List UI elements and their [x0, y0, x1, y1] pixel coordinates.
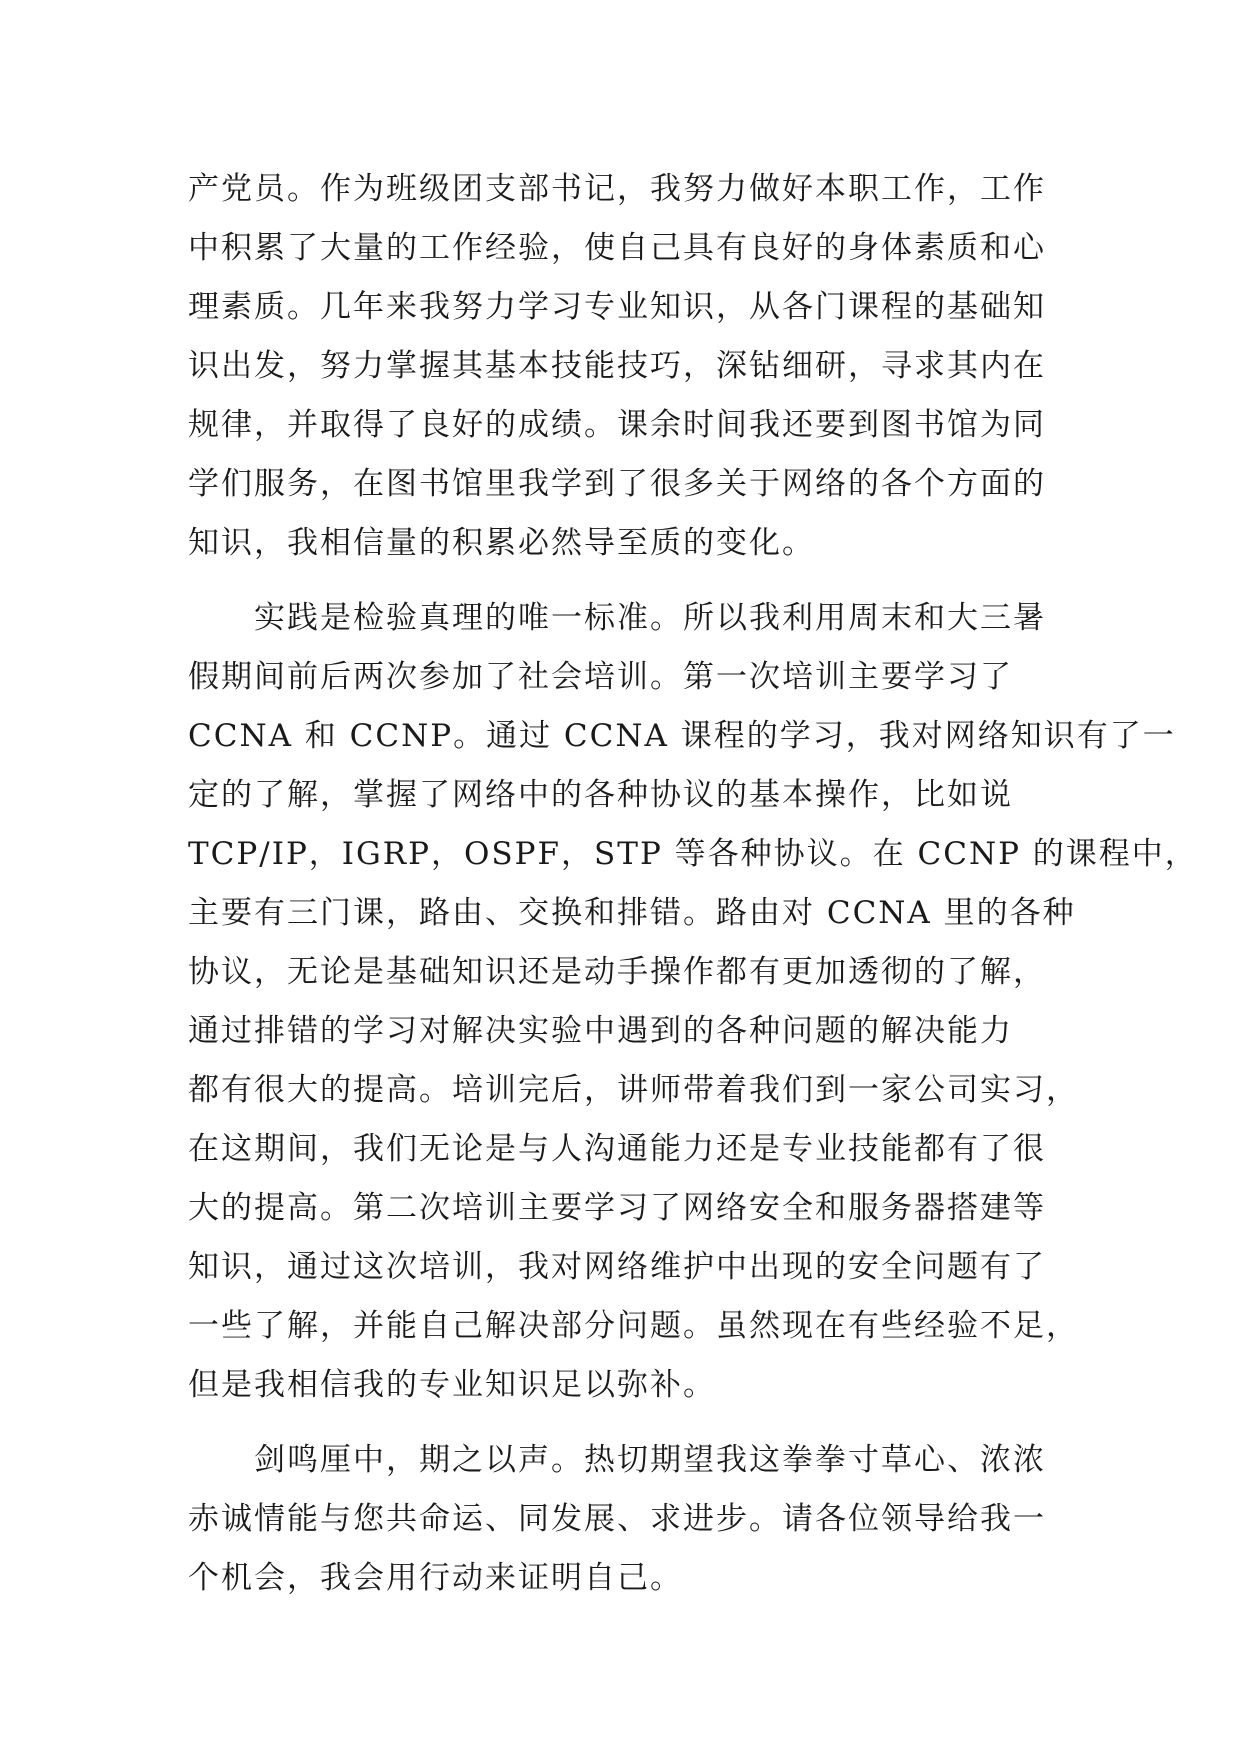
text-line: 假期间前后两次参加了社会培训。第一次培训主要学习了 — [188, 659, 1013, 695]
text-line: 产党员。作为班级团支部书记，我努力做好本职工作，工作 — [188, 171, 1046, 207]
text-line: 主要有三门课，路由、交换和排错。路由对 CCNA 里的各种 — [188, 895, 1076, 931]
text-line: 协议，无论是基础知识还是动手操作都有更加透彻的了解， — [188, 954, 1046, 990]
text-line: 赤诚情能与您共命运、同发展、求进步。请各位领导给我一 — [188, 1501, 1046, 1537]
text-line: 通过排错的学习对解决实验中遇到的各种问题的解决能力 — [188, 1013, 1013, 1049]
paragraph — [188, 589, 1198, 1415]
text-line: TCP/IP，IGRP，OSPF，STP 等各种协议。在 CCNP 的课程中， — [188, 836, 1198, 872]
text-line: CCNA 和 CCNP。通过 CCNA 课程的学习，我对网络知识有了一 — [188, 718, 1176, 754]
text-line: 剑鸣厘中，期之以声。热切期望我这拳拳寸草心、浓浓 — [254, 1442, 1046, 1478]
text-line: 在这期间，我们无论是与人沟通能力还是专业技能都有了很 — [188, 1131, 1046, 1167]
text-line: 学们服务，在图书馆里我学到了很多关于网络的各个方面的 — [188, 466, 1046, 502]
paragraph — [188, 1431, 1068, 1608]
paragraph — [188, 160, 1068, 573]
text-line: 定的了解，掌握了网络中的各种协议的基本操作，比如说 — [188, 777, 1013, 813]
text-line: 知识，通过这次培训，我对网络维护中出现的安全问题有了 — [188, 1249, 1046, 1285]
text-line: 理素质。几年来我努力学习专业知识，从各门课程的基础知 — [188, 289, 1046, 325]
text-line: 中积累了大量的工作经验，使自己具有良好的身体素质和心 — [188, 230, 1046, 266]
text-line: 都有很大的提高。培训完后，讲师带着我们到一家公司实习， — [188, 1072, 1079, 1108]
paragraph-gap — [188, 573, 1068, 589]
text-line: 实践是检验真理的唯一标准。所以我利用周末和大三暑 — [254, 600, 1046, 636]
text-line: 一些了解，并能自己解决部分问题。虽然现在有些经验不足， — [188, 1308, 1079, 1344]
document-body — [188, 160, 1198, 1608]
text-line: 识出发，努力掌握其基本技能技巧，深钻细研，寻求其内在 — [188, 348, 1046, 384]
paragraph-gap — [188, 1415, 1068, 1431]
text-line: 个机会，我会用行动来证明自己。 — [188, 1560, 683, 1596]
text-line: 知识，我相信量的积累必然导至质的变化。 — [188, 525, 815, 561]
text-line: 规律，并取得了良好的成绩。课余时间我还要到图书馆为同 — [188, 407, 1046, 443]
text-line: 大的提高。第二次培训主要学习了网络安全和服务器搭建等 — [188, 1190, 1046, 1226]
text-line: 但是我相信我的专业知识足以弥补。 — [188, 1367, 716, 1403]
